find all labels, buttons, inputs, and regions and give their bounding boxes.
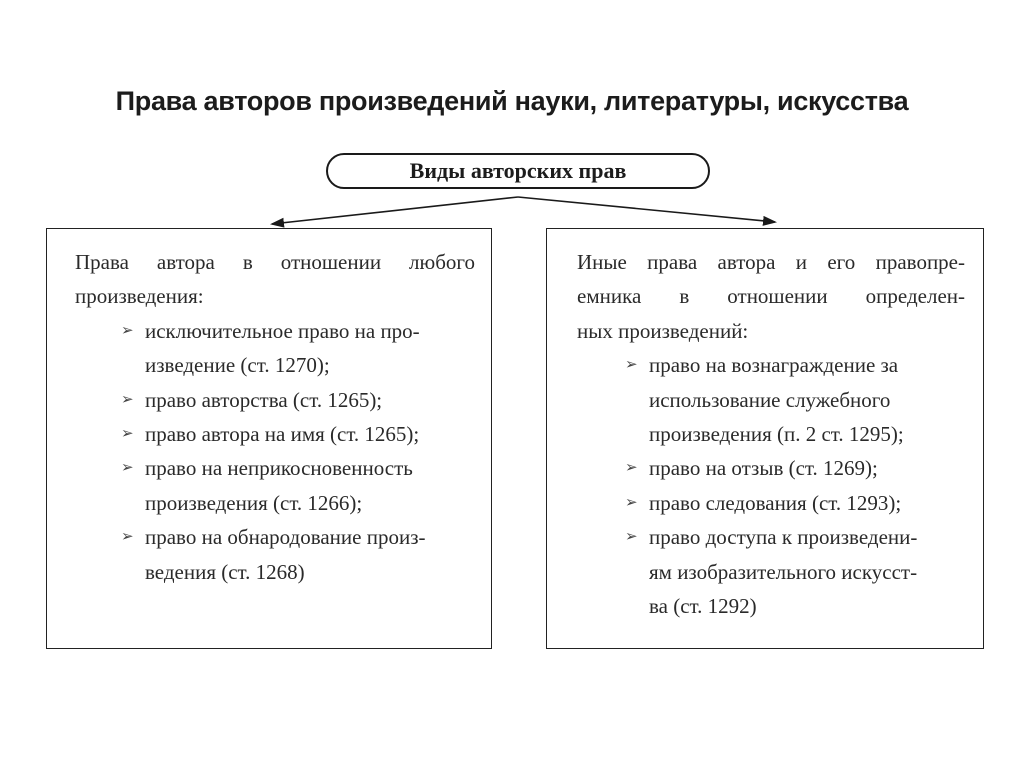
list-item-line: право следования (ст. 1293); bbox=[649, 490, 902, 515]
left-box-list bbox=[75, 314, 475, 589]
left-heading-line: Права автора в отношении любого bbox=[75, 250, 475, 274]
list-item-line: право на отзыв (ст. 1269); bbox=[649, 456, 878, 481]
list-item-line: произведения (ст. 1266); bbox=[145, 490, 363, 515]
list-item-line: ва (ст. 1292) bbox=[649, 594, 757, 619]
list-item bbox=[625, 520, 965, 623]
list-item-line: произведения (п. 2 ст. 1295); bbox=[649, 422, 904, 447]
right-box-list bbox=[577, 348, 965, 623]
right-box-heading bbox=[577, 245, 965, 348]
arrow-to-left-box bbox=[272, 197, 518, 224]
chevron-right-icon: ➢ bbox=[625, 529, 638, 546]
chevron-right-icon: ➢ bbox=[625, 357, 638, 374]
list-item-line: право автора на имя (ст. 1265); bbox=[145, 422, 420, 447]
list-item bbox=[121, 520, 475, 589]
left-category-box bbox=[46, 228, 492, 649]
list-item-line: право авторства (ст. 1265); bbox=[145, 387, 383, 412]
chevron-right-icon: ➢ bbox=[625, 494, 638, 511]
chevron-right-icon: ➢ bbox=[121, 460, 134, 477]
chevron-right-icon: ➢ bbox=[121, 529, 134, 546]
list-item-line: использование служебного bbox=[649, 387, 891, 412]
list-item-line: исключительное право на про- bbox=[145, 318, 420, 343]
chevron-right-icon: ➢ bbox=[121, 322, 134, 339]
list-item-line: ведения (ст. 1268) bbox=[145, 559, 305, 584]
right-heading-line: ных произведений: bbox=[577, 318, 749, 343]
arrow-to-right-box bbox=[518, 197, 775, 222]
right-category-box bbox=[546, 228, 984, 649]
right-heading-line: Иные права автора и его правопре- bbox=[577, 250, 965, 274]
right-heading-line: емника в отношении определен- bbox=[577, 284, 965, 309]
left-heading-line: произведения: bbox=[75, 284, 204, 309]
list-item bbox=[121, 417, 475, 451]
list-item-line: ям изобразительного искусст- bbox=[649, 559, 918, 584]
list-item-line: право доступа к произведени- bbox=[649, 525, 918, 550]
list-item bbox=[121, 314, 475, 383]
list-item-line: право на обнародование произ- bbox=[145, 525, 426, 550]
list-item bbox=[121, 383, 475, 417]
list-item bbox=[121, 451, 475, 520]
list-item-line: изведение (ст. 1270); bbox=[145, 353, 330, 378]
list-item bbox=[625, 486, 965, 520]
left-box-heading bbox=[75, 245, 475, 314]
root-node-label: Виды авторских прав bbox=[409, 158, 627, 183]
list-item bbox=[625, 348, 965, 451]
list-item-line: право на неприкосновенность bbox=[145, 456, 413, 481]
chevron-right-icon: ➢ bbox=[625, 460, 638, 477]
page-title: Права авторов произведений науки, литературы, искусства bbox=[115, 86, 909, 116]
list-item-line: право на вознаграждение за bbox=[649, 353, 899, 378]
chevron-right-icon: ➢ bbox=[121, 391, 134, 408]
list-item bbox=[625, 451, 965, 485]
chevron-right-icon: ➢ bbox=[121, 426, 134, 443]
